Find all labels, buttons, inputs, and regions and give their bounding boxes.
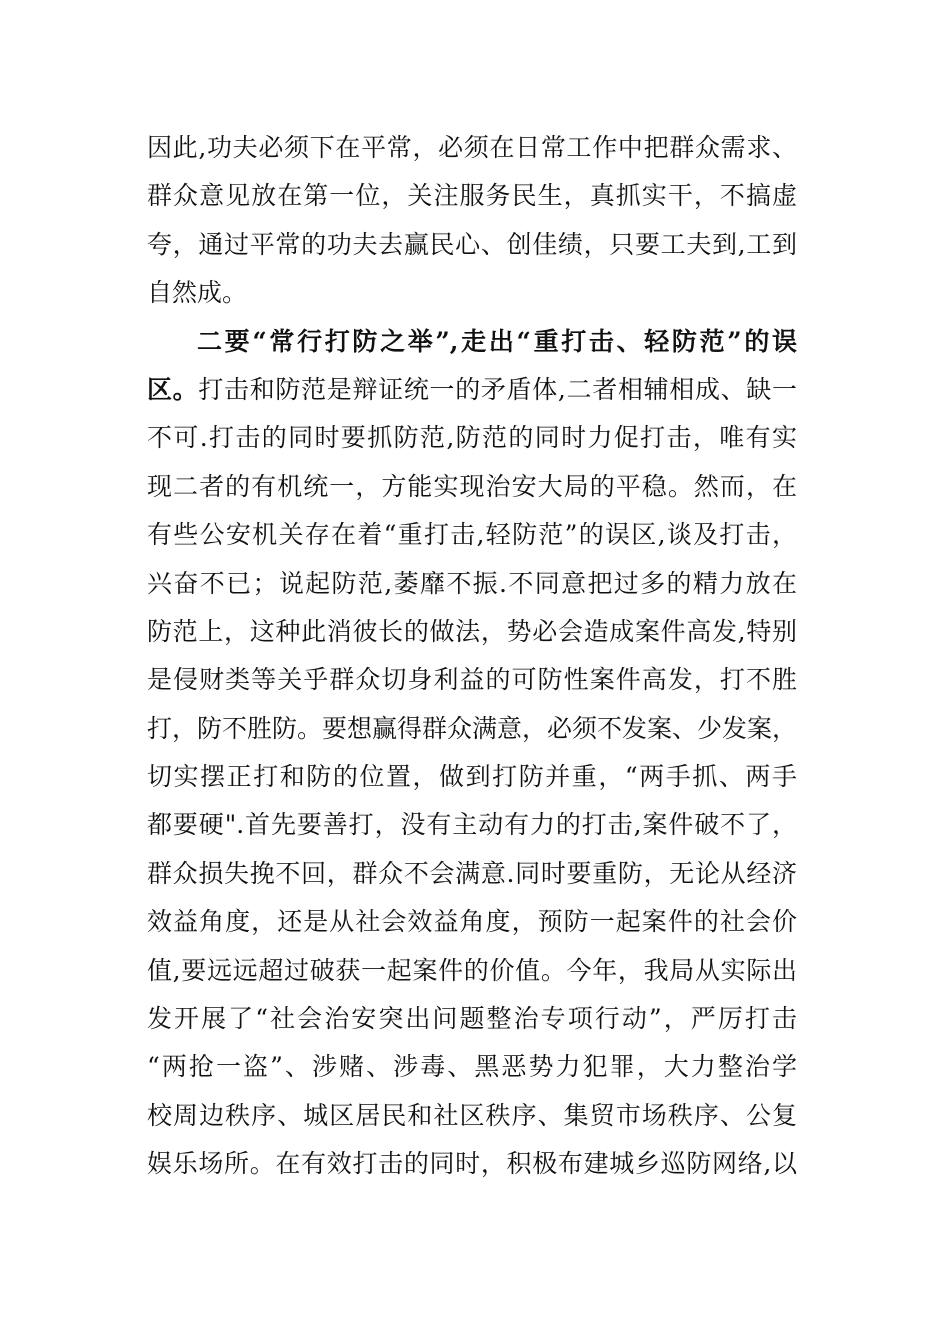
paragraph-line: 群众损失挽不回，群众不会满意.同时要重防，无论从经济 [147, 858, 797, 888]
paragraph-text: 打击和防范是辩证统一的矛盾体,二者相辅相成、缺一 [198, 374, 797, 404]
paragraph-line: 现二者的有机统一，方能实现治安大局的平稳。然而，在 [147, 471, 797, 501]
paragraph-line: 有些公安机关存在着“重打击,轻防范”的误区,谈及打击， [147, 520, 797, 550]
paragraph-line: 因此,功夫必须下在平常，必须在日常工作中把群众需求、 [147, 133, 797, 162]
paragraph-line: 夸，通过平常的功夫去赢民心、创佳绩，只要工夫到,工到 [147, 229, 797, 259]
paragraph-line: 都要硬".首先要善打，没有主动有力的打击,案件破不了， [147, 810, 797, 840]
paragraph-line: 是侵财类等关乎群众切身利益的可防性案件高发，打不胜 [147, 665, 797, 695]
paragraph-line: 自然成。 [147, 278, 248, 308]
paragraph-line: “两抢一盗”、涉赌、涉毒、黑恶势力犯罪，大力整治学 [147, 1052, 797, 1082]
paragraph-line: 打，防不胜防。要想赢得群众满意，必须不发案、少发案， [147, 713, 798, 743]
section-heading: 二要“常行打防之举”,走出“重打击、轻防范”的误 [197, 326, 797, 356]
paragraph-line: 群众意见放在第一位，关注服务民生，真抓实干，不搞虚 [147, 181, 797, 211]
paragraph-line: 防范上，这种此消彼长的做法，势必会造成案件高发,特别 [147, 616, 797, 646]
paragraph-line [147, 366, 797, 414]
paragraph-line: 效益角度，还是从社会效益角度，预防一起案件的社会价 [147, 907, 797, 937]
paragraph-line: 发开展了“社会治安突出问题整治专项行动”，严厉打击 [147, 1004, 797, 1034]
paragraph-line: 值,要远远超过破获一起案件的价值。今年，我局从实际出 [147, 955, 797, 985]
paragraph-line: 校周边秩序、城区居民和社区秩序、集贸市场秩序、公复 [147, 1100, 797, 1130]
paragraph-line: 娱乐场所。在有效打击的同时，积极布建城乡巡防网络,以 [147, 1149, 797, 1179]
document-body [147, 124, 797, 1189]
section-heading-end: 区。 [147, 374, 199, 404]
paragraph-line: 不可.打击的同时要抓防范,防范的同时力促打击，唯有实 [147, 423, 797, 453]
paragraph-line: 兴奋不已；说起防范,萎靡不振.不同意把过多的精力放在 [147, 568, 797, 598]
paragraph-line: 切实摆正打和防的位置，做到打防并重，“两手抓、两手 [147, 762, 797, 792]
